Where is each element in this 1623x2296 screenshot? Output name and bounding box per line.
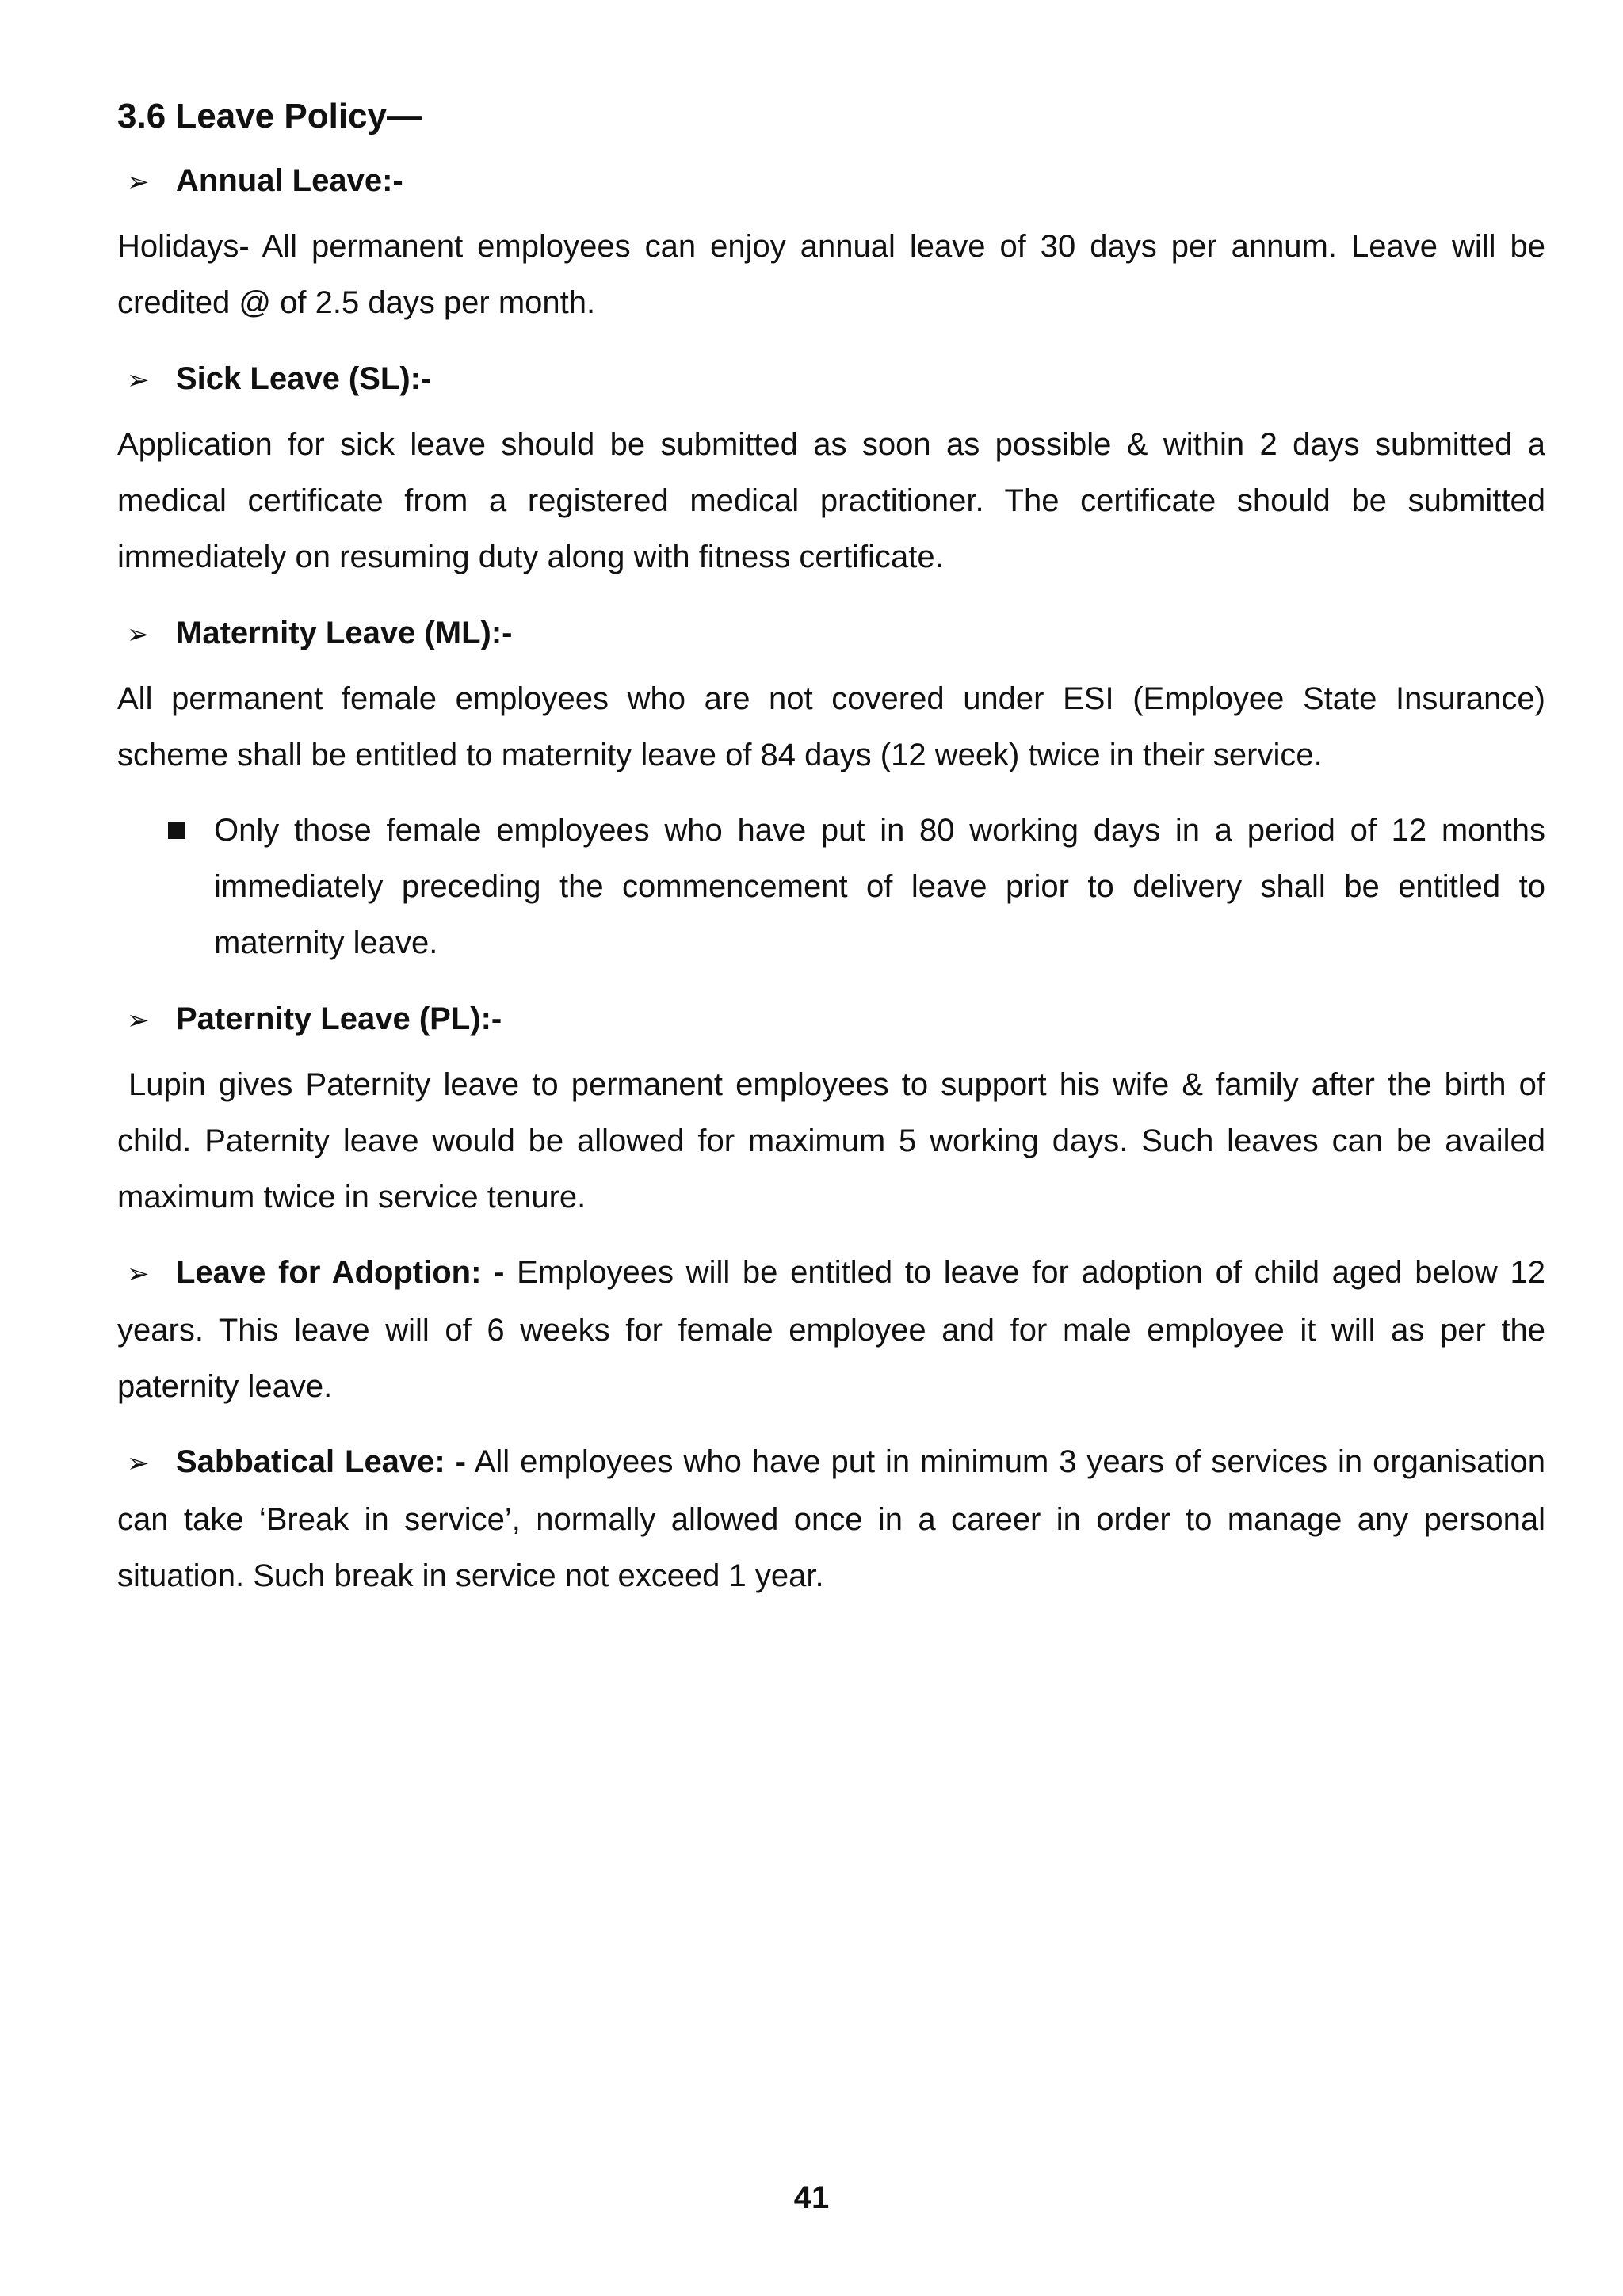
arrow-bullet-icon: ➢ <box>127 620 150 650</box>
heading-label: Sick Leave (SL):- <box>176 361 432 396</box>
annual-leave-text: Holidays- All permanent employees can enjoy annual leave of 30 days per annum. Leave will be credited @ of 2.5 days per month. <box>117 229 1545 320</box>
section-title: 3.6 Leave Policy— <box>117 97 422 135</box>
sabbatical-leave-heading: Sabbatical Leave: - <box>176 1444 466 1479</box>
heading-paternity-leave <box>117 990 1545 1049</box>
maternity-leave-text: All permanent female employees who are not covered under ESI (Employee State Insurance) scheme shall be entitled to maternity leave of 84 days (12 week) twice in their service. <box>117 681 1545 772</box>
adoption-leave-paragraph <box>117 1245 1545 1415</box>
arrow-bullet-icon: ➢ <box>127 1448 150 1478</box>
heading-sick-leave <box>117 350 1545 409</box>
page-number: 41 <box>793 2180 830 2215</box>
sick-leave-text: Application for sick leave should be submitted as soon as possible & within 2 days submitted a medical certificate from a registered medical practitioner. The certificate should be submitted immediately on resuming duty along with fitness certificate. <box>117 427 1545 574</box>
sabbatical-leave-paragraph <box>117 1434 1545 1604</box>
heading-maternity-leave <box>117 605 1545 663</box>
heading-label: Maternity Leave (ML):- <box>176 616 513 650</box>
heading-annual-leave <box>117 152 1545 211</box>
square-bullet-icon <box>168 822 185 839</box>
heading-label: Paternity Leave (PL):- <box>176 1001 502 1036</box>
maternity-bullet-text: Only those female employees who have put in 80 working days in a period of 12 months immediately preceding the commencement of leave prior to delivery shall be entitled to maternity leave. <box>214 813 1545 960</box>
heading-label: Annual Leave:- <box>176 163 403 198</box>
adoption-leave-heading: Leave for Adoption: - <box>176 1255 505 1290</box>
maternity-bullet-item <box>117 803 1545 971</box>
arrow-bullet-icon: ➢ <box>127 1259 150 1289</box>
arrow-bullet-icon: ➢ <box>127 167 150 197</box>
arrow-bullet-icon: ➢ <box>127 365 150 395</box>
sabbatical-leave-text: All employees who have put in minimum 3 years of services in organisation can take ‘Break in service’, normally allowed once in a career in order to manage any personal situation. Such break in service not exceed 1 year. <box>117 1444 1546 1593</box>
arrow-bullet-icon: ➢ <box>127 1005 150 1035</box>
adoption-leave-text: Employees will be entitled to leave for adoption of child aged below 12 years. This leave will of 6 weeks for female employee and for male employee it will as per the paternity leave. <box>117 1255 1545 1404</box>
paternity-leave-text: Lupin gives Paternity leave to permanent employees to support his wife & family after the birth of child. Paternity leave would be allowed for maximum 5 working days. Such leaves can be availed maximum twice in service tenure. <box>117 1067 1545 1215</box>
document-page <box>117 93 1545 1623</box>
